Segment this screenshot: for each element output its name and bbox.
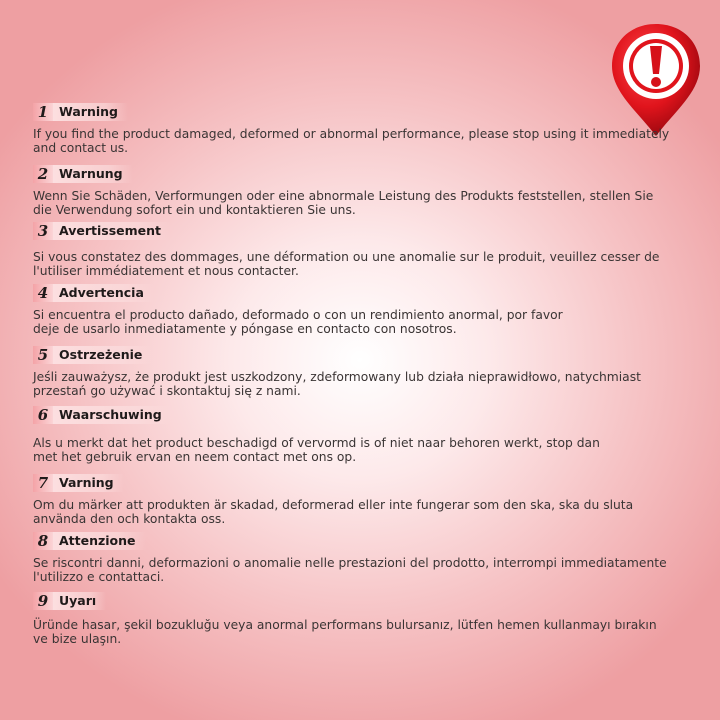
section-title: Advertencia [53, 284, 154, 302]
section-text: Om du märker att produkten är skadad, deformerad eller inte fungerar som den ska, ska du sluta använda den och kontakta oss. [33, 498, 634, 526]
section-title: Warnung [53, 165, 133, 183]
section-title: Warning [53, 103, 128, 121]
warning-section-7 [33, 474, 673, 526]
section-number-badge: 6 [33, 406, 53, 424]
section-number-badge: 9 [33, 592, 53, 610]
section-text: Wenn Sie Schäden, Verformungen oder eine abnormale Leistung des Produkts feststellen, stellen Sie die Verwendung sofort ein und kontaktieren Sie uns. [33, 189, 654, 217]
warning-section-1 [33, 103, 673, 155]
section-header [33, 222, 673, 242]
warning-section-8 [33, 532, 673, 584]
section-text: Si encuentra el producto dañado, deformado o con un rendimiento anormal, por favor deje de usarlo inmediatamente y póngase en contacto con nosotros. [33, 308, 563, 336]
warning-section-2 [33, 165, 673, 217]
section-header [33, 103, 673, 123]
section-number-badge: 3 [33, 222, 53, 240]
section-header [33, 592, 673, 612]
section-number-badge: 4 [33, 284, 53, 302]
section-title: Waarschuwing [53, 406, 172, 424]
section-header [33, 532, 673, 552]
section-title: Attenzione [53, 532, 146, 550]
warning-section-3 [33, 222, 673, 278]
warning-section-6 [33, 406, 673, 464]
section-number-badge: 8 [33, 532, 53, 550]
section-header [33, 346, 673, 366]
section-number-badge: 7 [33, 474, 53, 492]
section-header [33, 284, 673, 304]
section-number-badge: 1 [33, 103, 53, 121]
section-header [33, 165, 673, 185]
section-text: Si vous constatez des dommages, une déformation ou une anomalie sur le produit, veuillez cesser de l'utiliser immédiatement et nous contacter. [33, 250, 660, 278]
warning-section-5 [33, 346, 673, 398]
section-text: Jeśli zauważysz, że produkt jest uszkodzony, zdeformowany lub działa nieprawidłowo, natychmiast przestań go używać i skontaktuj się z nami. [33, 370, 641, 398]
section-text: Üründe hasar, şekil bozukluğu veya anormal performans bulursanız, lütfen hemen kullanmayı bırakın ve bize ulaşın. [33, 618, 657, 646]
section-text: Als u merkt dat het product beschadigd of vervormd is of niet naar behoren werkt, stop dan met het gebruik ervan en neem contact met ons op. [33, 436, 600, 464]
section-title: Ostrzeżenie [53, 346, 152, 364]
section-title: Varning [53, 474, 124, 492]
warning-section-4 [33, 284, 673, 336]
warning-section-9 [33, 592, 673, 646]
section-header [33, 406, 673, 426]
section-number-badge: 2 [33, 165, 53, 183]
section-text: If you find the product damaged, deformed or abnormal performance, please stop using it immediately and contact us. [33, 127, 670, 155]
section-header [33, 474, 673, 494]
section-title: Uyarı [53, 592, 106, 610]
section-title: Avertissement [53, 222, 171, 240]
section-text: Se riscontri danni, deformazioni o anomalie nelle prestazioni del prodotto, interrompi immediatamente l'utilizzo e contattaci. [33, 556, 667, 584]
section-number-badge: 5 [33, 346, 53, 364]
